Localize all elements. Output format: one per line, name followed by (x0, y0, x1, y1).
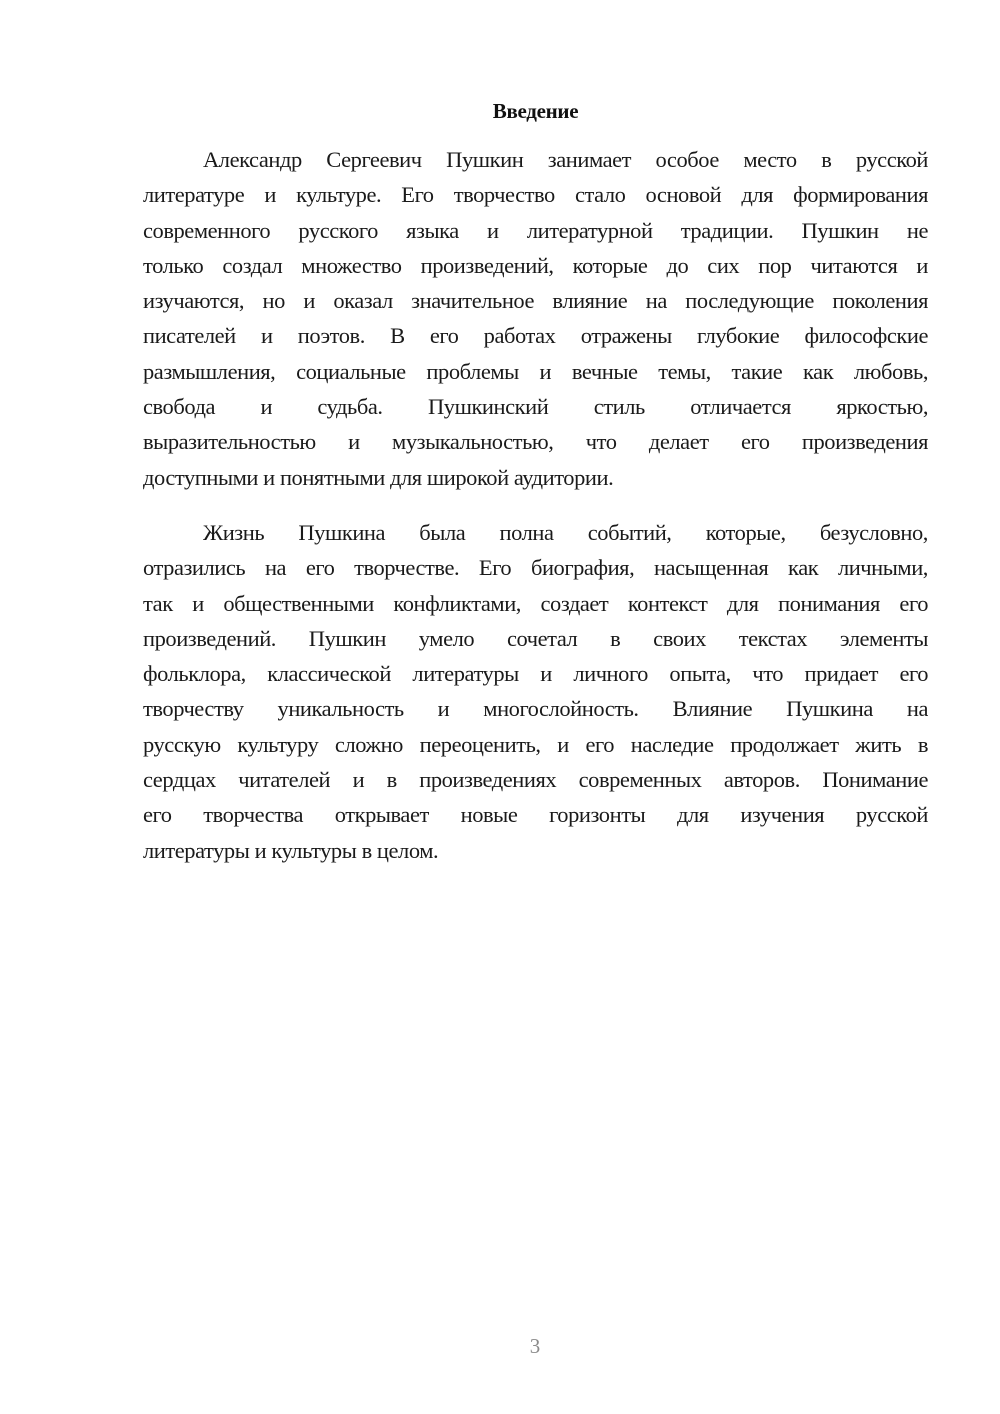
text-line: его творчества открывает новые горизонты для изучения русской (143, 802, 928, 828)
text-line: размышления, социальные проблемы и вечные темы, такие как любовь, (143, 358, 928, 384)
text-line: русскую культуру сложно переоценить, и его наследие продолжает жить в (143, 731, 928, 757)
text-line: сердцах читателей и в произведениях современных авторов. Понимание (143, 767, 928, 793)
section-heading: Введение (492, 99, 579, 123)
text-line: доступными и понятными для широкой аудитории. (143, 464, 614, 490)
text-line: только создал множество произведений, которые до сих пор читаются и (143, 252, 928, 278)
paragraph-introduction-2 (143, 515, 928, 868)
text-line: творчеству уникальность и многослойность. Влияние Пушкина на (143, 696, 928, 722)
text-line: писателей и поэтов. В его работах отражены глубокие философские (143, 323, 928, 349)
text-line: выразительностью и музыкальностью, что делает его произведения (143, 429, 928, 455)
text-line: так и общественными конфликтами, создает контекст для понимания его (143, 590, 928, 616)
text-line: литературы и культуры в целом. (143, 837, 439, 863)
text-line: произведений. Пушкин умело сочетал в своих текстах элементы (143, 625, 928, 651)
text-line: Жизнь Пушкина была полна событий, которые, безусловно, (203, 520, 928, 545)
text-line: современного русского языка и литературной традиции. Пушкин не (143, 217, 928, 243)
paragraph-introduction-1 (143, 142, 928, 495)
text-line: отразились на его творчестве. Его биография, насыщенная как личными, (143, 555, 928, 581)
page-number: 3 (529, 1334, 541, 1358)
text-line: литературе и культуре. Его творчество стало основой для формирования (143, 182, 928, 208)
text-line: изучаются, но и оказал значительное влияние на последующие поколения (143, 288, 928, 314)
text-line: свобода и судьба. Пушкинский стиль отличается яркостью, (143, 394, 928, 420)
text-line: фольклора, классической литературы и личного опыта, что придает его (143, 661, 928, 687)
text-line: Александр Сергеевич Пушкин занимает особое место в русской (203, 147, 928, 172)
